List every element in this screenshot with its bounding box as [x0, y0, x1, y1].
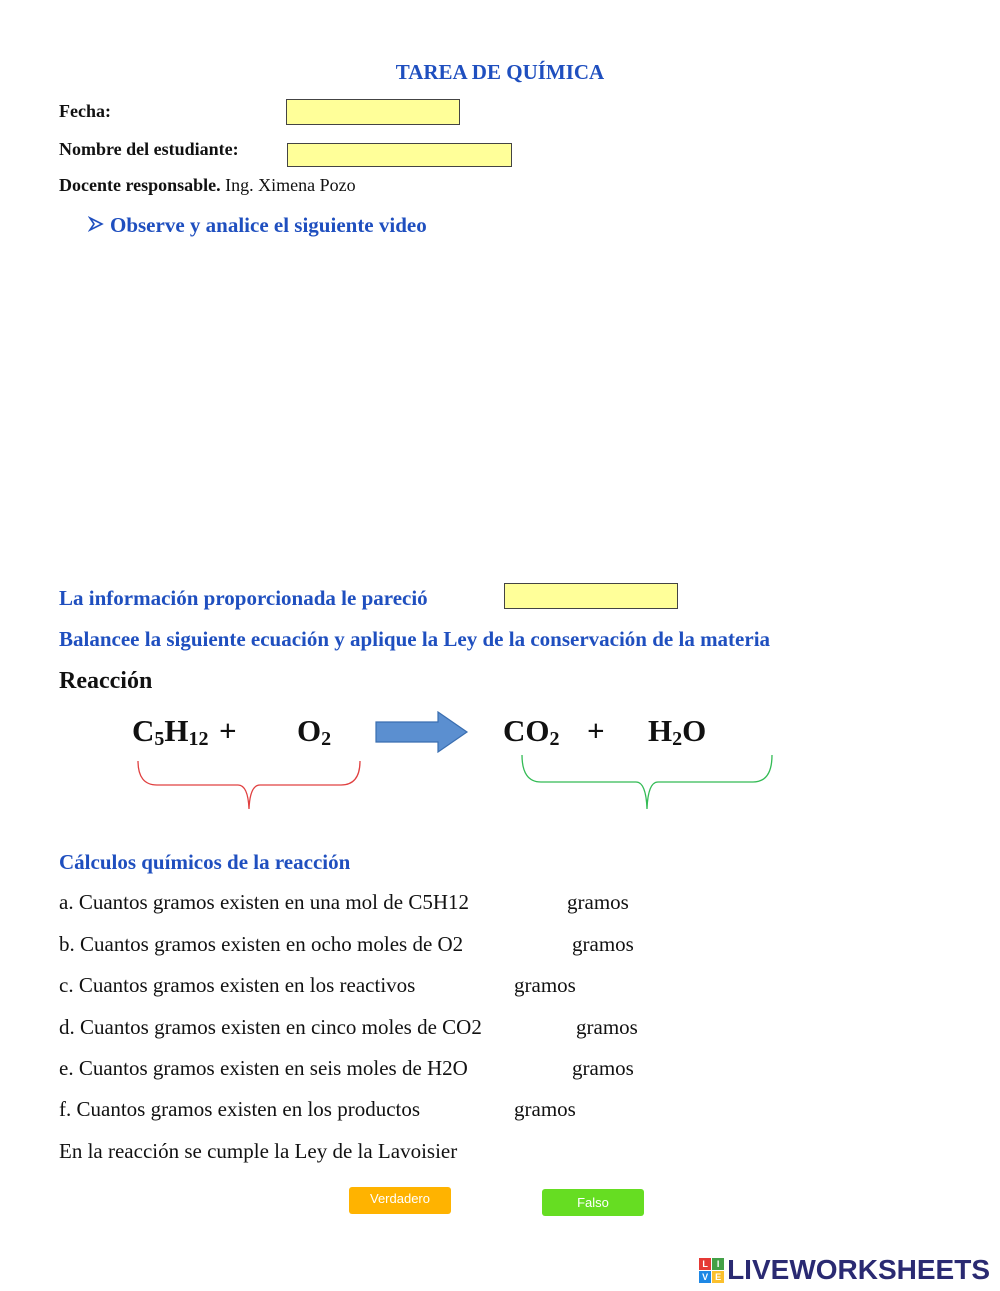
video-instruction: Observe y analice el siguiente video [110, 213, 427, 237]
plus-sign-products: + [587, 713, 605, 748]
true-button[interactable]: Verdadero [349, 1187, 451, 1214]
unit-c: gramos [514, 973, 576, 997]
nombre-label: Nombre del estudiante: [59, 139, 239, 159]
page-title: TAREA DE QUÍMICA [395, 60, 605, 84]
logo-mark-icon: L I V E [699, 1258, 724, 1283]
unit-d: gramos [576, 1015, 638, 1039]
question-a: a. Cuantos gramos existen en una mol de C5H12 [59, 890, 470, 914]
video-instruction-line [88, 213, 427, 238]
fecha-label: Fecha: [59, 101, 111, 121]
docente-line [59, 175, 356, 196]
fecha-input[interactable] [286, 99, 460, 125]
docente-value: Ing. Ximena Pozo [220, 175, 356, 195]
video-area[interactable] [59, 250, 939, 570]
liveworksheets-logo [699, 1254, 990, 1286]
unit-b: gramos [572, 932, 634, 956]
unit-e: gramos [572, 1056, 634, 1080]
arrow-bullet-icon [88, 213, 110, 238]
products-brace [519, 752, 775, 817]
unit-f: gramos [514, 1097, 576, 1121]
false-button[interactable]: Falso [542, 1189, 644, 1216]
docente-label: Docente responsable. [59, 175, 221, 195]
question-f: f. Cuantos gramos existen en los productos [59, 1097, 421, 1121]
opinion-label: La información proporcionada le pareció [59, 586, 428, 610]
question-b: b. Cuantos gramos existen en ocho moles de O2 [59, 932, 464, 956]
calculations-heading: Cálculos químicos de la reacción [59, 850, 351, 874]
reaction-arrow-icon [375, 711, 469, 758]
reactant-o2: $O_2$ [297, 713, 332, 750]
reaction-label: Reacción [59, 668, 153, 694]
reactant-c5h12: $C_5H_{12}$ [132, 713, 209, 750]
product-co2: $CO_2$ [503, 713, 560, 750]
logo-text: LIVEWORKSHEETS [727, 1254, 990, 1285]
opinion-input[interactable] [504, 583, 678, 609]
question-d: d. Cuantos gramos existen en cinco moles de CO2 [59, 1015, 482, 1039]
nombre-input[interactable] [287, 143, 512, 167]
lavoisier-statement: En la reacción se cumple la Ley de la Lavoisier [59, 1139, 458, 1163]
unit-a: gramos [567, 890, 629, 914]
reactants-brace [135, 758, 365, 817]
plus-sign-reactants: + [219, 713, 237, 748]
question-e: e. Cuantos gramos existen en seis moles de H2O [59, 1056, 468, 1080]
balance-instruction: Balancee la siguiente ecuación y aplique la Ley de la conservación de la materia [59, 627, 771, 651]
product-h2o: $H_2O$ [648, 713, 707, 750]
question-c: c. Cuantos gramos existen en los reactivos [59, 973, 416, 997]
